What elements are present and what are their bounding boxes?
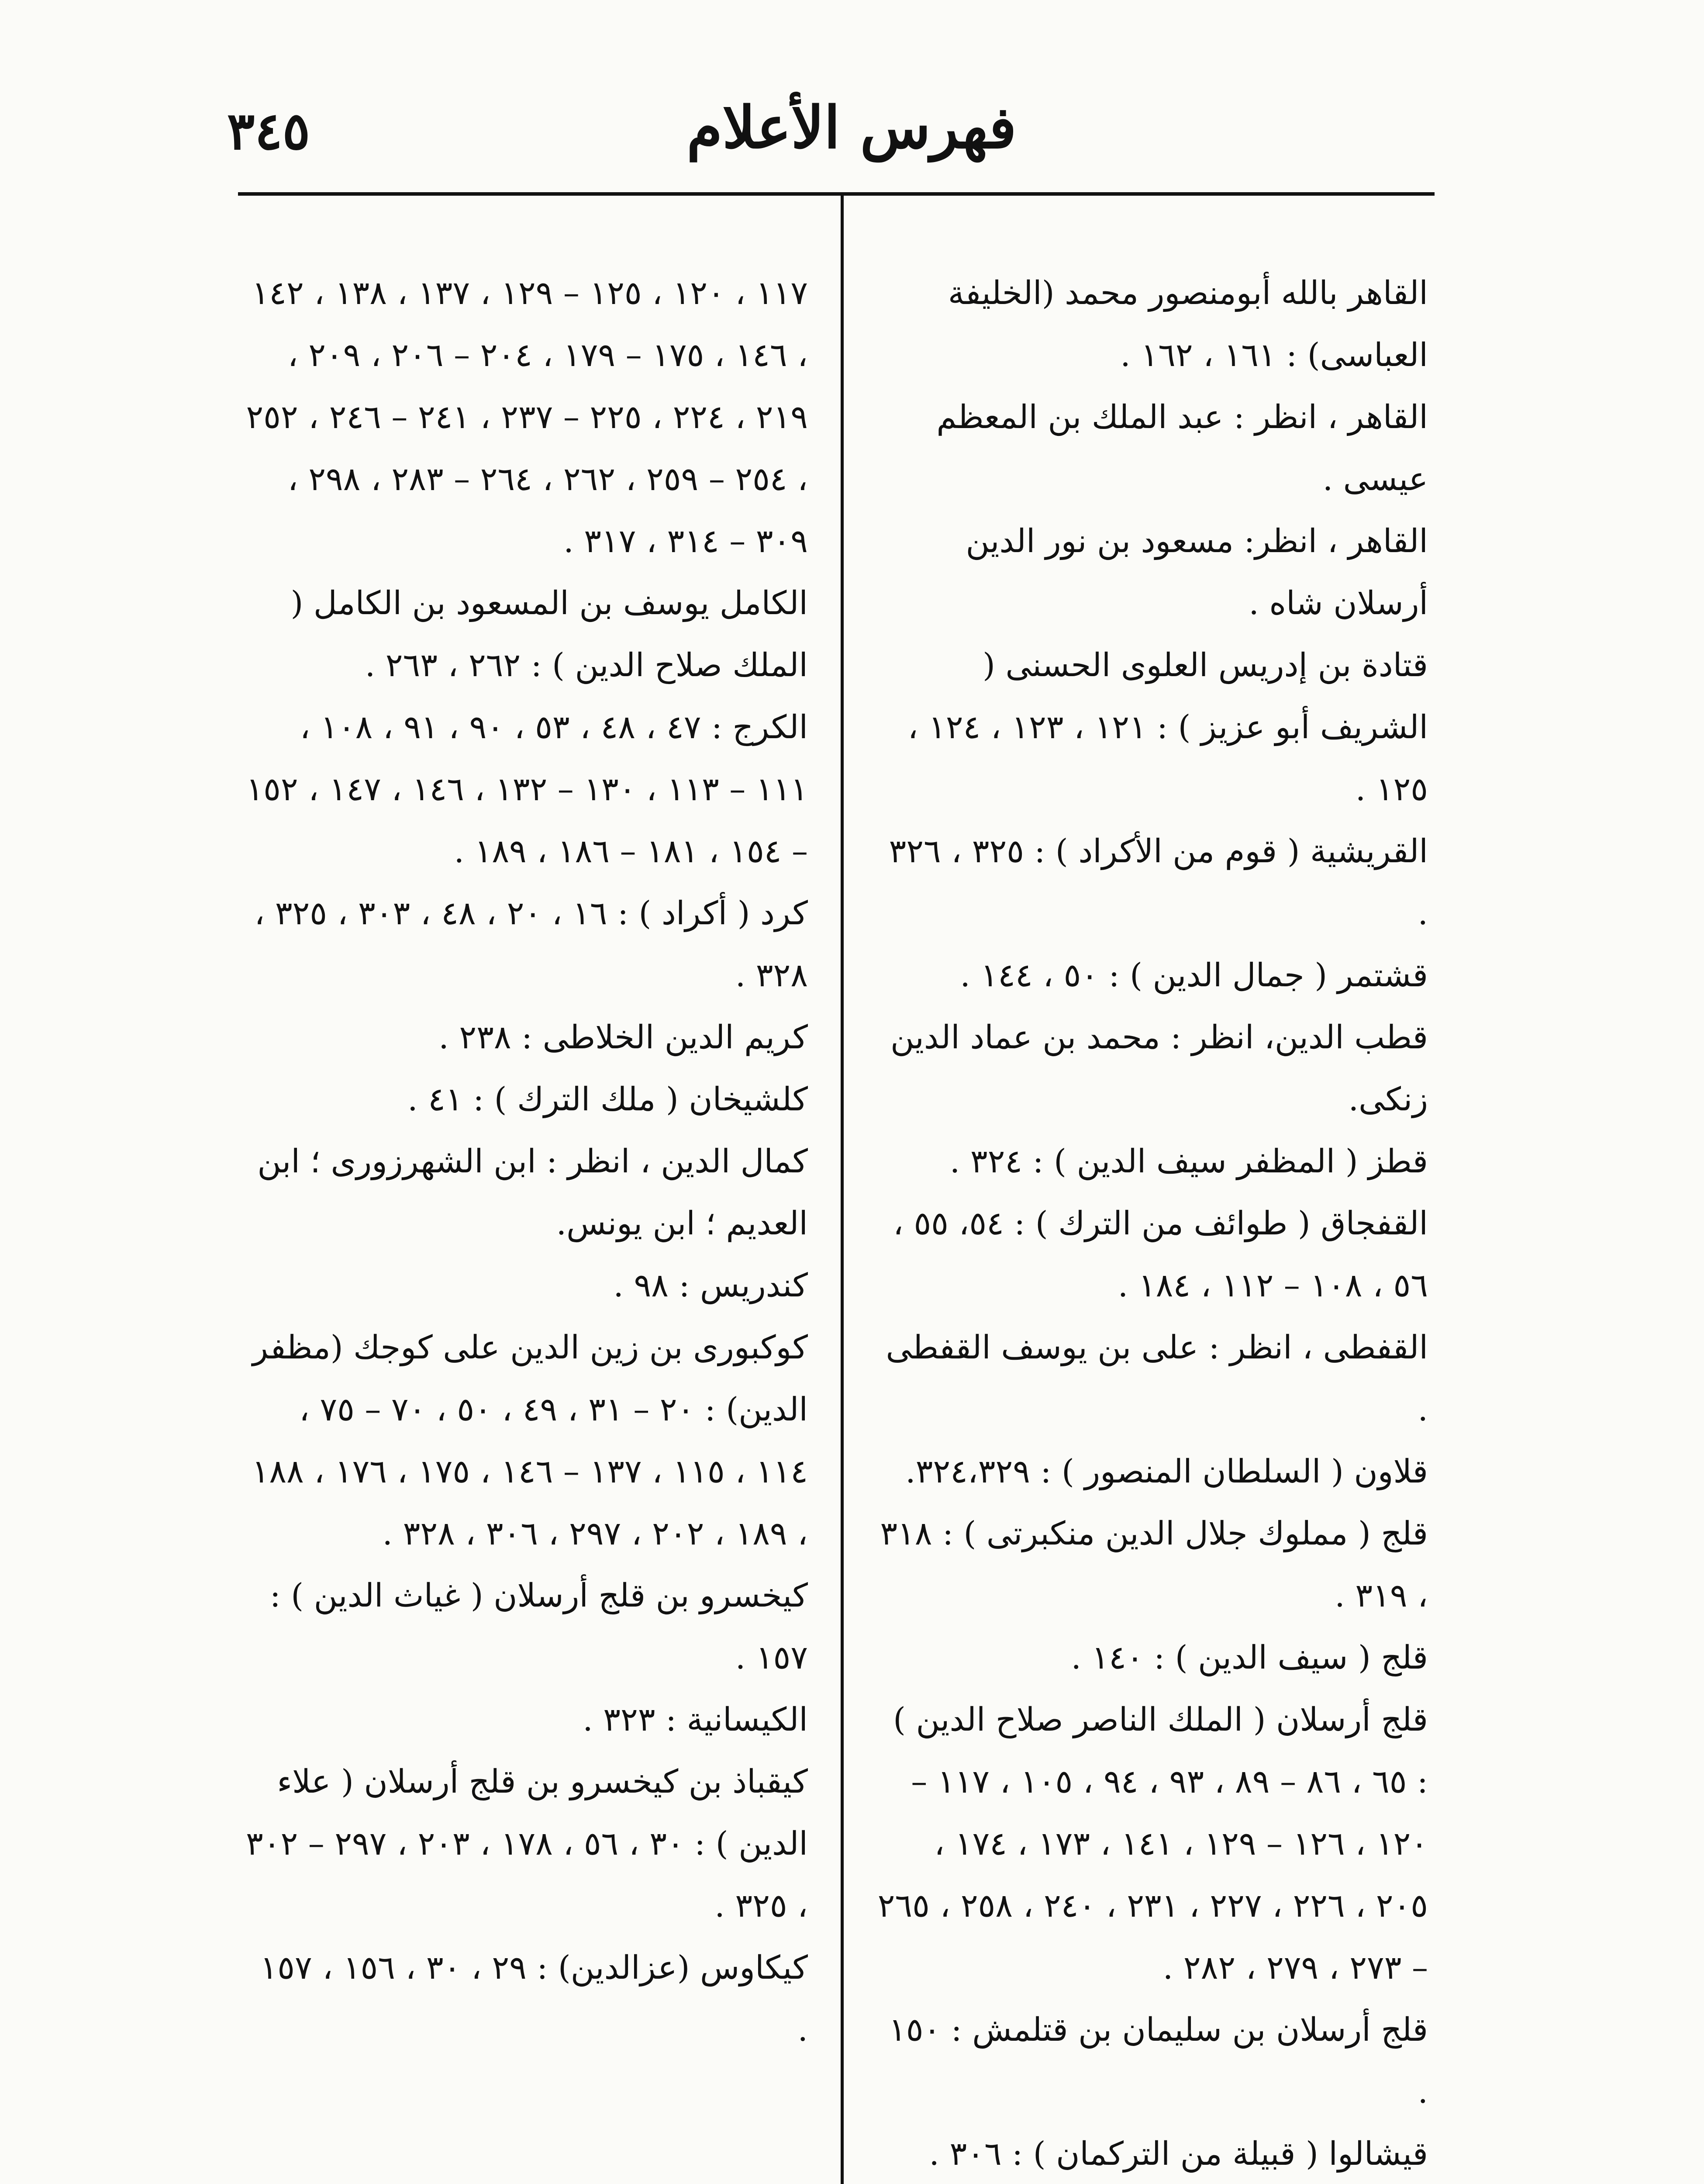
index-entry: القفجاق ( طوائف من الترك ) : ٥٤، ٥٥ ، ٥٦ ، ١٠٨ – ١١٢ ، ١٨٤ . (893, 1205, 1428, 1304)
index-entry: كمال الدين ، انظر : ابن الشهرزورى ؛ ابن العديم ؛ ابن يونس. (257, 1143, 808, 1242)
right-column (873, 262, 1428, 2184)
index-entry: قلاون ( السلطان المنصور ) : ٣٢٤،٣٢٩. (905, 1453, 1428, 1490)
index-entry: الكامل يوسف بن المسعود بن الكامل ( الملك صلاح الدين ) : ٢٦٢ ، ٢٦٣ . (290, 584, 808, 684)
index-entry: قطز ( المظفر سيف الدين ) : ٣٢٤ . (949, 1143, 1428, 1180)
index-entry: قطب الدين، انظر : محمد بن عماد الدين زنكى. (890, 1019, 1428, 1118)
index-entry: القريشية ( قوم من الأكراد ) : ٣٢٥ ، ٣٢٦ . (889, 833, 1428, 932)
index-entry: قلج أرسلان ( الملك الناصر صلاح الدين ) : ٦٥ ، ٨٦ – ٨٩ ، ٩٣ ، ٩٤ ، ١٠٥ ، ١١٧ – ١٢٠ ، ١٢٦ – ١٢٩ ، ١٤١ ، ١٧٣ ، ١٧٤ ، ٢٠٥ ، ٢٢٦ ، ٢٢٧ ، ٢٣١ ، ٢٤٠ ، ٢٥٨ ، ٢٦٥ – ٢٧٣ ، ٢٧٩ ، ٢٨٢ . (877, 1701, 1428, 1987)
index-entry: الكرج : ٤٧ ، ٤٨ ، ٥٣ ، ٩٠ ، ٩١ ، ١٠٨ ، ١١١ – ١١٣ ، ١٣٠ – ١٣٢ ، ١٤٦ ، ١٤٧ ، ١٥٢ – ١٥٤ ، ١٨١ – ١٨٦ ، ١٨٩ . (246, 708, 808, 870)
index-entry: كلشيخان ( ملك الترك ) : ٤١ . (407, 1081, 808, 1118)
index-entry: كيخسرو بن قلج أرسلان ( غياث الدين ) : ١٥٧ . (269, 1577, 808, 1676)
index-entry: القاهر ، انظر: مسعود بن نور الدين أرسلان شاه . (966, 522, 1428, 622)
index-entry: كيقباذ بن كيخسرو بن قلج أرسلان ( علاء الدين ) : ٣٠ ، ٥٦ ، ١٧٨ ، ٢٠٣ ، ٢٩٧ – ٣٠٢ ، ٣٢٥ . (245, 1763, 808, 1925)
index-entry: قيشالوا ( قبيلة من التركمان ) : ٣٠٦ . (929, 2135, 1428, 2173)
index-entry: الكيسانية : ٣٢٣ . (583, 1701, 808, 1738)
index-entry: قلج ( مملوك جلال الدين منكبرتى ) : ٣١٨ ، ٣١٩ . (880, 1515, 1428, 1614)
index-entry: كريم الدين الخلاطى : ٢٣٨ . (438, 1019, 808, 1056)
index-entry: كرد ( أكراد ) : ١٦ ، ٢٠ ، ٤٨ ، ٣٠٣ ، ٣٢٥ ، ٣٢٨ . (254, 895, 808, 994)
index-entry: القاهر بالله أبومنصور محمد (الخليفة العباسى) : ١٦١ ، ١٦٢ . (948, 274, 1428, 374)
index-entry: قشتمر ( جمال الدين ) : ٥٠ ، ١٤٤ . (960, 957, 1428, 994)
left-column (245, 262, 808, 2061)
index-entry: القفطى ، انظر : على بن يوسف القفطى . (886, 1329, 1428, 1428)
index-entry: القاهر ، انظر : عبد الملك بن المعظم عيسى . (936, 398, 1428, 498)
index-entry: ١١٧ ، ١٢٠ ، ١٢٥ – ١٢٩ ، ١٣٧ ، ١٣٨ ، ١٤٢ ، ١٤٦ ، ١٧٥ – ١٧٩ ، ٢٠٤ – ٢٠٦ ، ٢٠٩ ، ٢١٩ ، ٢٢٤ ، ٢٢٥ – ٢٣٧ ، ٢٤١ – ٢٤٦ ، ٢٥٢ ، ٢٥٤ – ٢٥٩ ، ٢٦٢ ، ٢٦٤ – ٢٨٣ ، ٢٩٨ ، ٣٠٩ – ٣١٤ ، ٣١٧ . (246, 274, 808, 560)
index-entry: قلج أرسلان بن سليمان بن قتلمش : ١٥٠ . (889, 2011, 1428, 2111)
page-number: ٣٤٥ (227, 100, 310, 161)
index-entry: كندريس : ٩٨ . (613, 1267, 808, 1304)
index-entry: كوكبورى بن زين الدين على كوجك (مظفر الدين) : ٢٠ – ٣١ ، ٤٩ ، ٥٠ ، ٧٠ – ٧٥ ، ١١٤ ، ١١٥ ، ١٣٧ – ١٤٦ ، ١٧٥ ، ١٧٦ ، ١٨٨ ، ١٨٩ ، ٢٠٢ ، ٢٩٧ ، ٣٠٦ ، ٣٢٨ . (252, 1329, 808, 1552)
page-title: فهرس الأعلام (686, 94, 1017, 162)
index-entry: قلج ( سيف الدين ) : ١٤٠ . (1071, 1639, 1428, 1676)
column-divider (841, 194, 844, 2184)
index-entry: كيكاوس (عزالدين) : ٢٩ ، ٣٠ ، ١٥٦ ، ١٥٧ . (260, 1949, 808, 2049)
index-entry: قتادة بن إدريس العلوى الحسنى ( الشريف أبو عزيز ) : ١٢١ ، ١٢٣ ، ١٢٤ ، ١٢٥ . (907, 646, 1428, 808)
header-rule (238, 192, 1435, 196)
